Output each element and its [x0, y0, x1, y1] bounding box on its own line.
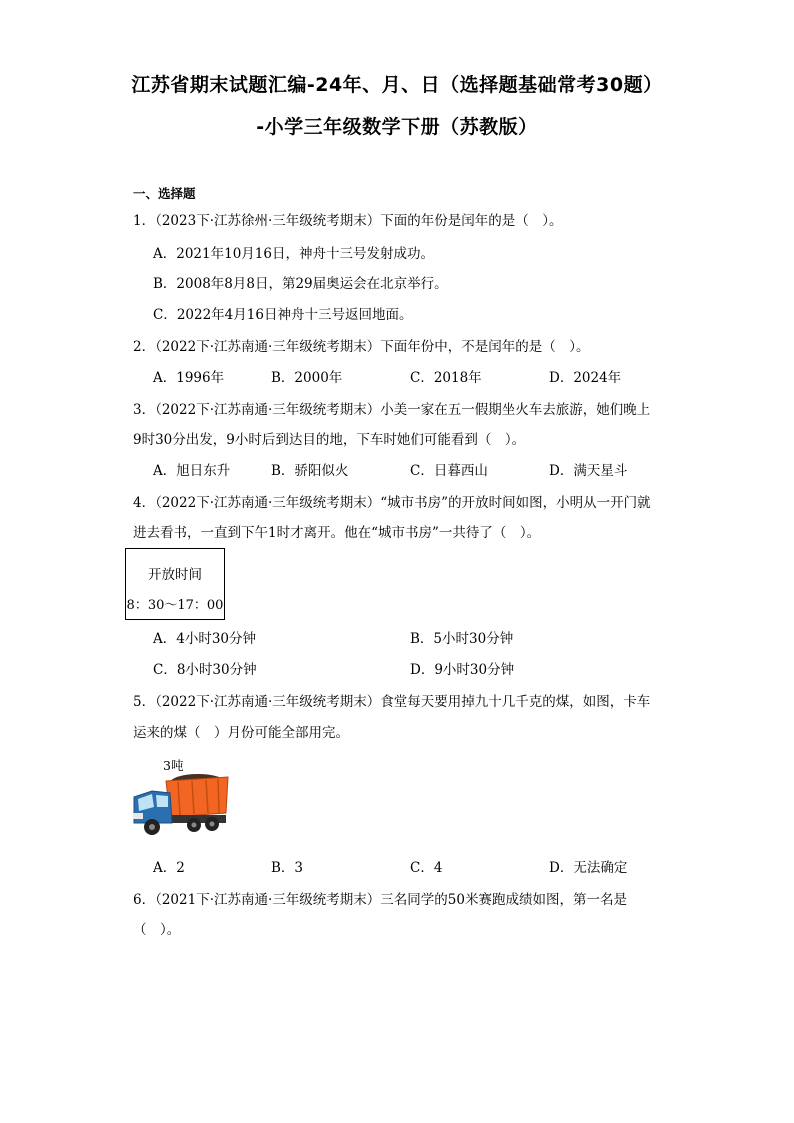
q5-option-a[interactable]: A．2 — [153, 860, 185, 876]
q3-stem-line-1: 3．（2022下·江苏南通·三年级统考期末）小美一家在五一假期坐火车去旅游，她们晚上 — [133, 402, 651, 418]
q2-option-b[interactable]: B．2000年 — [271, 370, 343, 386]
opening-hours-title: 开放时间 — [148, 567, 202, 583]
q4-option-d[interactable]: D．9小时30分钟 — [410, 662, 515, 678]
q1-stem: 1．（2023下·江苏徐州·三年级统考期末）下面的年份是闰年的是（ ）。 — [133, 213, 563, 229]
q2-option-a[interactable]: A．1996年 — [153, 370, 225, 386]
section-heading: 一、选择题 — [133, 186, 196, 201]
opening-hours-time: 8：30～17：00 — [126, 598, 224, 613]
q6-stem-line-1: 6．（2021下·江苏南通·三年级统考期末）三名同学的50米赛跑成绩如图，第一名是 — [133, 892, 627, 908]
q1-option-c[interactable]: C．2022年4月16日神舟十三号返回地面。 — [153, 307, 413, 323]
q3-stem-line-2: 9时30分出发，9小时后到达目的地，下车时她们可能看到（ ）。 — [133, 432, 526, 448]
q3-option-b[interactable]: B．骄阳似火 — [271, 463, 349, 479]
q2-stem: 2．（2022下·江苏南通·三年级统考期末）下面年份中，不是闰年的是（ ）。 — [133, 339, 590, 355]
q4-option-a[interactable]: A．4小时30分钟 — [153, 631, 257, 647]
doc-title-line-1: 江苏省期末试题汇编-24年、月、日（选择题基础常考30题） — [131, 74, 663, 96]
q4-option-c[interactable]: C．8小时30分钟 — [153, 662, 257, 678]
q4-option-b[interactable]: B．5小时30分钟 — [410, 631, 514, 647]
q4-stem-line-1: 4．（2022下·江苏南通·三年级统考期末）“城市书房”的开放时间如图，小明从一开门就 — [133, 495, 651, 511]
q1-option-b[interactable]: B．2008年8月8日，第29届奥运会在北京举行。 — [153, 276, 448, 292]
q3-option-a[interactable]: A．旭日东升 — [153, 463, 231, 479]
q5-option-c[interactable]: C．4 — [410, 860, 443, 876]
q5-stem-line-1: 5．（2022下·江苏南通·三年级统考期末）食堂每天要用掉九十几千克的煤，如图，卡车 — [133, 694, 651, 710]
doc-title-line-2: -小学三年级数学下册（苏教版） — [256, 116, 538, 138]
q4-stem-line-2: 进去看书，一直到下午1时才离开。他在“城市书房”一共待了（ ）。 — [133, 525, 541, 541]
q2-option-d[interactable]: D．2024年 — [549, 370, 622, 386]
opening-hours-box — [125, 548, 225, 620]
q6-stem-line-2: （ ）。 — [133, 922, 181, 938]
truck-label: 3吨 — [163, 758, 184, 773]
q3-option-c[interactable]: C．日暮西山 — [410, 463, 488, 479]
q5-option-d[interactable]: D．无法确定 — [549, 860, 628, 876]
q1-option-a[interactable]: A．2021年10月16日，神舟十三号发射成功。 — [153, 246, 434, 262]
q2-option-c[interactable]: C．2018年 — [410, 370, 482, 386]
coal-truck-image — [130, 757, 232, 845]
q3-option-d[interactable]: D．满天星斗 — [549, 463, 628, 479]
q5-option-b[interactable]: B．3 — [271, 860, 304, 876]
q5-stem-line-2: 运来的煤（ ）月份可能全部用完。 — [133, 725, 349, 741]
